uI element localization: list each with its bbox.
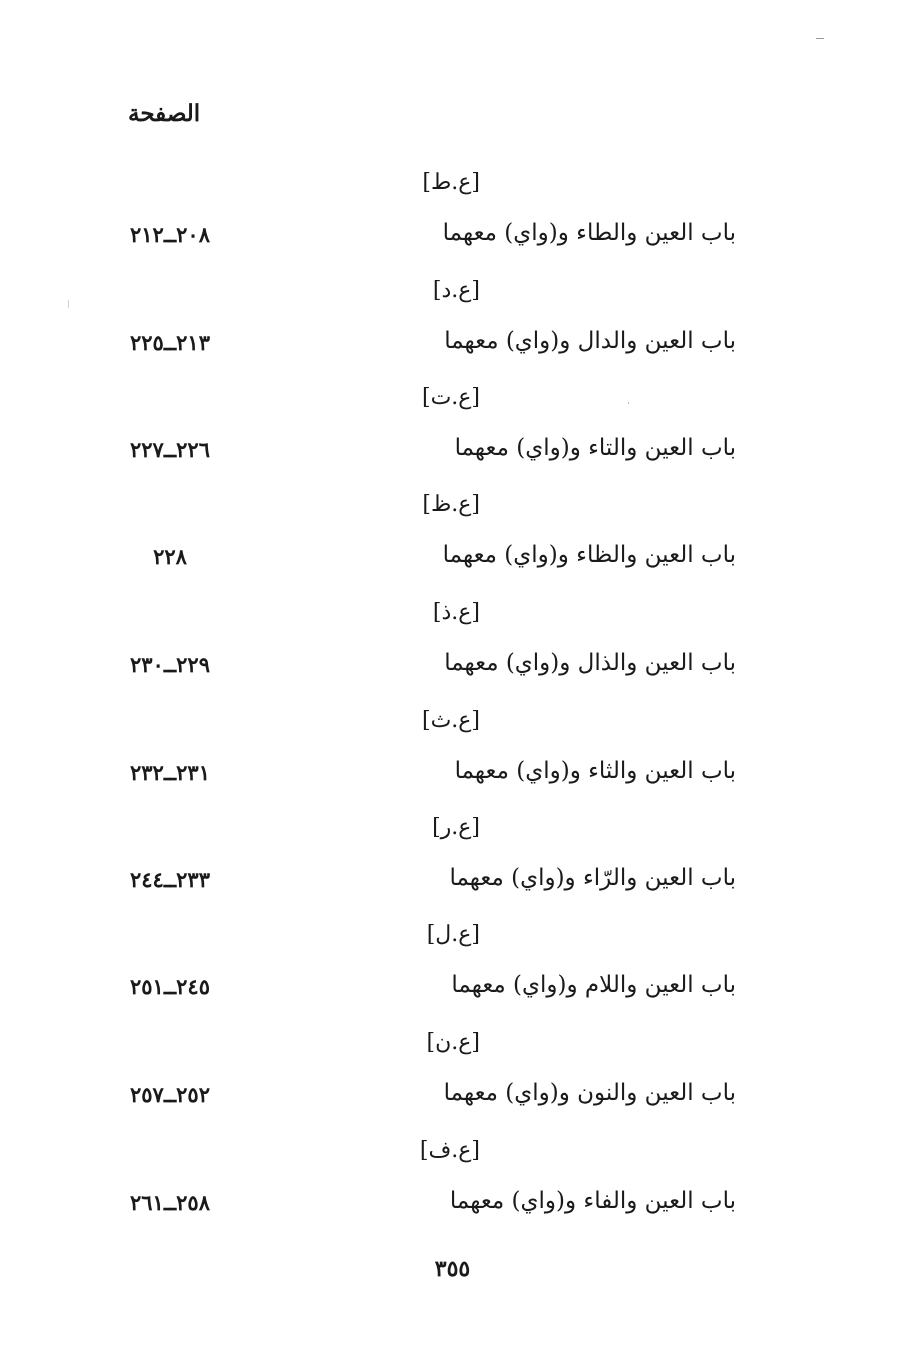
section-label: [ع.ط] bbox=[422, 170, 480, 195]
toc-group bbox=[0, 708, 920, 818]
section-label: [ع.د] bbox=[432, 278, 480, 303]
toc-group bbox=[0, 1138, 920, 1248]
scan-speck bbox=[628, 402, 629, 404]
entry-page-range: ٢٥٢ــ٢٥٧ bbox=[130, 1082, 210, 1107]
toc-group bbox=[0, 922, 920, 1032]
entry-title: باب العين والظاء و(واي) معهما bbox=[442, 542, 736, 568]
toc-group bbox=[0, 278, 920, 388]
toc-group bbox=[0, 492, 920, 602]
entry-page-range: ٢٠٨ــ٢١٢ bbox=[130, 222, 210, 247]
entry-title: باب العين والتاء و(واي) معهما bbox=[454, 435, 736, 461]
section-label: [ع.ت] bbox=[422, 385, 480, 410]
scan-speck bbox=[68, 300, 69, 308]
toc-group bbox=[0, 1030, 920, 1140]
toc-group bbox=[0, 600, 920, 710]
page-column-header: الصفحة bbox=[128, 100, 201, 127]
entry-title: باب العين واللام و(واي) معهما bbox=[451, 972, 736, 998]
entry-title: باب العين والثاء و(واي) معهما bbox=[454, 758, 736, 784]
section-label: [ع.ظ] bbox=[422, 492, 480, 517]
entry-title: باب العين والذال و(واي) معهما bbox=[444, 650, 736, 676]
entry-page-range: ٢٥٨ــ٢٦١ bbox=[130, 1190, 210, 1215]
entry-title: باب العين والدال و(واي) معهما bbox=[444, 328, 736, 354]
section-label: [ع.ث] bbox=[422, 708, 480, 733]
entry-title: باب العين والرّاء و(واي) معهما bbox=[449, 865, 736, 891]
entry-title: باب العين والطاء و(واي) معهما bbox=[442, 220, 736, 246]
entry-page-range: ٢٢٦ــ٢٢٧ bbox=[130, 437, 210, 462]
entry-title: باب العين والنون و(واي) معهما bbox=[443, 1080, 736, 1106]
page-number: ٣٥٥ bbox=[434, 1256, 471, 1282]
section-label: [ع.ذ] bbox=[432, 600, 480, 625]
section-label: [ع.ر] bbox=[432, 815, 480, 840]
section-label: [ع.ن] bbox=[426, 1030, 480, 1055]
entry-page-range: ٢٣١ــ٢٣٢ bbox=[130, 760, 210, 785]
toc-group bbox=[0, 170, 920, 280]
entry-page-range: ٢٣٣ــ٢٤٤ bbox=[130, 867, 210, 892]
entry-title: باب العين والفاء و(واي) معهما bbox=[449, 1188, 736, 1214]
scan-speck bbox=[816, 38, 824, 39]
entry-page-range: ٢٤٥ــ٢٥١ bbox=[130, 974, 210, 999]
toc-group bbox=[0, 385, 920, 495]
section-label: [ع.ل] bbox=[426, 922, 480, 947]
toc-group bbox=[0, 815, 920, 925]
entry-page-range: ٢٢٩ــ٢٣٠ bbox=[130, 652, 210, 677]
entry-page-range: ٢١٣ــ٢٢٥ bbox=[130, 330, 210, 355]
section-label: [ع.ف] bbox=[419, 1138, 480, 1163]
entry-page-range: ٢٢٨ bbox=[153, 544, 187, 569]
